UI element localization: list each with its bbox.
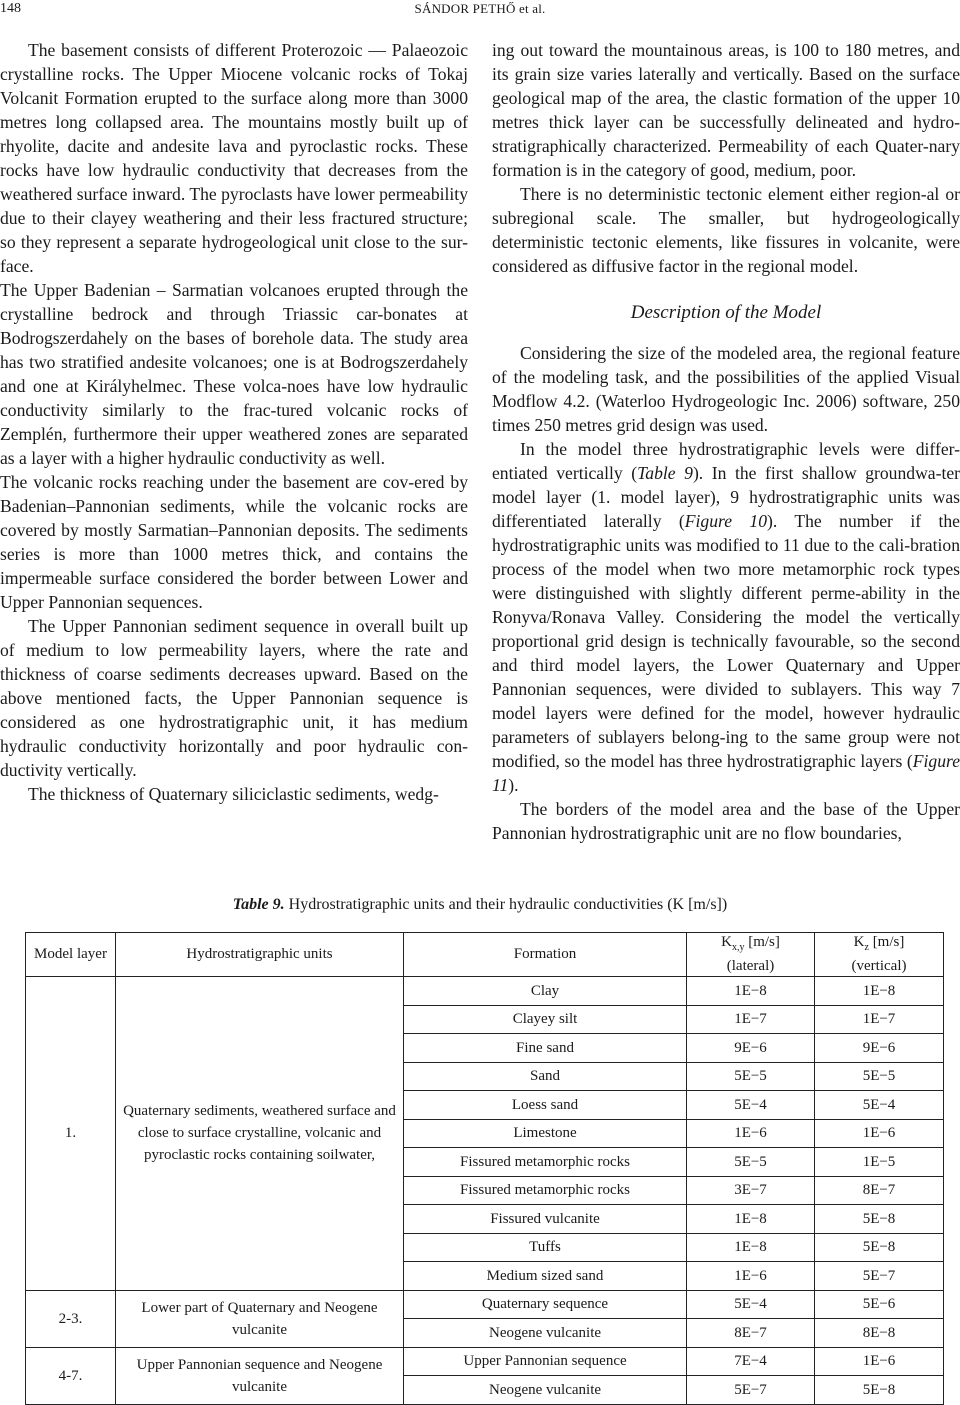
kz-cell: 5E−8	[815, 1233, 944, 1262]
figure-ref[interactable]: Figure 10	[684, 511, 768, 531]
kz-cell: 5E−7	[815, 1262, 944, 1291]
kxy-cell: 5E−5	[687, 1062, 815, 1091]
paragraph: The volcanic rocks reaching under the basement are cov-ered by Badenian–Pannonian sediments, while the volcanic rocks are covered by mostly Sarmatian–Pannonian deposits. The sediments series is more than 1000 metres thick, and contains the impermeable surface considered the border between Lower and Upper Pannonian sequences.	[0, 472, 468, 612]
table-ref[interactable]: Table 9	[637, 463, 693, 483]
model-layer-cell: 1.	[26, 977, 116, 1291]
formation-cell: Sand	[404, 1062, 687, 1091]
kxy-cell: 7E−4	[687, 1347, 815, 1376]
kz-cell: 5E−8	[815, 1376, 944, 1405]
kz-cell: 1E−8	[815, 977, 944, 1006]
kxy-cell: 9E−6	[687, 1034, 815, 1063]
formation-cell: Loess sand	[404, 1091, 687, 1120]
figure-ref[interactable]: Figure 11	[492, 751, 960, 795]
paragraph: In the model three hydrostratigraphic levels were differ-entiated vertically (Table 9). In the first shallow groundwa-ter model layer (1. model layer), 9 hydrostratigraphic units was differentiated laterally (Figure 10). The number if the hydrostratigraphic units was modified to 11 due to the cali-bration process of the model when two more metamorphic rock types were distinguished with slightly different perme-ability in the Ronyva/Ronava Valley. Considering the model the vertically proportional grid design is technically favourable, so the second and third model layers, the Lower Quaternary and Upper Pannonian sequences, were divided to sublayers. This way 7 model layers were defined for the model, however hydraulic parameters of sublayers belong-ing to the same group were not modified, so the model has three hydrostratigraphic layers (Figure 11).	[492, 439, 960, 795]
kxy-cell: 5E−5	[687, 1148, 815, 1177]
kz-cell: 5E−6	[815, 1290, 944, 1319]
model-layer-cell: 4-7.	[26, 1347, 116, 1404]
kxy-cell: 1E−8	[687, 1233, 815, 1262]
units-cell: Quaternary sediments, weathered surface and close to surface crystalline, volcanic and pyroclastic rocks containing soilwater,	[116, 977, 404, 1291]
header-formation: Formation	[404, 933, 687, 977]
header-kxy: $K_{x,y}$ [m/s] (lateral)	[687, 933, 815, 977]
table-header-row	[26, 933, 944, 977]
kz-cell: 9E−6	[815, 1034, 944, 1063]
formation-cell: Fissured vulcanite	[404, 1205, 687, 1234]
table-row	[26, 1347, 944, 1376]
formation-cell: Clay	[404, 977, 687, 1006]
paragraph: The Upper Badenian – Sarmatian volcanoes erupted through the crystalline bedrock and through Triassic car-bonates at Bodrogszerdahely on the bases of borehole data. The study area has two stratified andesite volcanoes; one is at Bodrogszerdahely and one at Királyhelmec. These volca-noes have low hydraulic conductivity similarly to the frac-tured volcanic rocks of Zemplén, furthermore their upper weathered zones are separated as a layer with a higher hydraulic conductivity as well.	[0, 280, 468, 468]
kz-cell: 1E−5	[815, 1148, 944, 1177]
formation-cell: Limestone	[404, 1119, 687, 1148]
header-units: Hydrostratigraphic units	[116, 933, 404, 977]
paragraph: The basement consists of different Proterozoic — Palaeozoic crystalline rocks. The Upper Miocene volcanic rocks of Tokaj Volcanit Formation erupted to the surface along more than 3000 metres long collapsed area. The mountains mostly built up of rhyolite, dacite and andesite lava and pyroclastic rocks. These rocks have low hydraulic conductivity that decreases from the weathered surface inward. The pyroclasts have lower permeability due to their clayey weathering and their less fractured structure; so they represent a separate hydrogeological unit close to the sur-face.	[0, 40, 468, 276]
table-row	[26, 1290, 944, 1319]
paragraph: Considering the size of the modeled area, the regional feature of the modeling task, and the possibilities of the applied Visual Modflow 4.2. (Waterloo Hydrogeologic Inc. 2006) software, 250 times 250 metres grid design was used.	[492, 343, 960, 435]
formation-cell: Quaternary sequence	[404, 1290, 687, 1319]
kz-cell: 8E−8	[815, 1319, 944, 1348]
kz-cell: 1E−6	[815, 1119, 944, 1148]
kxy-cell: 1E−6	[687, 1119, 815, 1148]
formation-cell: Fine sand	[404, 1034, 687, 1063]
kz-cell: 1E−6	[815, 1347, 944, 1376]
model-layer-cell: 2-3.	[26, 1290, 116, 1347]
running-header-authors: SÁNDOR PETHŐ et al.	[414, 1, 546, 16]
hydro-table	[25, 932, 944, 1405]
kxy-cell: 1E−8	[687, 1205, 815, 1234]
header-model-layer: Model layer	[26, 933, 116, 977]
table-caption: Table 9. Hydrostratigraphic units and their hydraulic conductivities (K [m/s])	[232, 896, 728, 913]
kxy-cell: 1E−8	[687, 977, 815, 1006]
right-column	[492, 38, 960, 845]
table-row	[26, 977, 944, 1006]
paragraph: The thickness of Quaternary siliciclastic sediments, wedg-	[28, 784, 439, 804]
section-title: Description of the Model	[630, 302, 822, 323]
kxy-cell: 1E−7	[687, 1005, 815, 1034]
page-number: 148	[0, 1, 21, 16]
kz-cell: 5E−5	[815, 1062, 944, 1091]
kz-cell: 8E−7	[815, 1176, 944, 1205]
kxy-cell: 8E−7	[687, 1319, 815, 1348]
kxy-cell: 3E−7	[687, 1176, 815, 1205]
header-kz: $K_z$ [m/s] (vertical)	[815, 933, 944, 977]
formation-cell: Upper Pannonian sequence	[404, 1347, 687, 1376]
formation-cell: Clayey silt	[404, 1005, 687, 1034]
kz-cell: 1E−7	[815, 1005, 944, 1034]
kz-cell: 5E−4	[815, 1091, 944, 1120]
kz-cell: 5E−8	[815, 1205, 944, 1234]
paragraph: The Upper Pannonian sediment sequence in overall built up of medium to low permeability layers, where the rate and thickness of coarse sediments decreases upward. Based on the above mentioned facts, the Upper Pannonian sequence is considered as one hydrostratigraphic unit, it has medium hydraulic conductivity horizontally and poor hydraulic con-ductivity vertically.	[0, 616, 468, 780]
paragraph: There is no deterministic tectonic element either region-al or subregional scale. The smaller, but hydrogeologically deterministic tectonic elements, like fissures in volcanite, were considered as diffusive factor in the regional model.	[492, 184, 960, 276]
units-cell: Upper Pannonian sequence and Neogene vulcanite	[116, 1347, 404, 1404]
formation-cell: Neogene vulcanite	[404, 1376, 687, 1405]
left-column	[0, 38, 468, 806]
formation-cell: Medium sized sand	[404, 1262, 687, 1291]
kxy-cell: 5E−7	[687, 1376, 815, 1405]
kxy-cell: 1E−6	[687, 1262, 815, 1291]
kxy-cell: 5E−4	[687, 1290, 815, 1319]
formation-cell: Fissured metamorphic rocks	[404, 1176, 687, 1205]
units-cell: Lower part of Quaternary and Neogene vulcanite	[116, 1290, 404, 1347]
formation-cell: Fissured metamorphic rocks	[404, 1148, 687, 1177]
kxy-cell: 5E−4	[687, 1091, 815, 1120]
formation-cell: Tuffs	[404, 1233, 687, 1262]
formation-cell: Neogene vulcanite	[404, 1319, 687, 1348]
paragraph: ing out toward the mountainous areas, is 100 to 180 metres, and its grain size varies laterally and vertically. Based on the surface geological map of the area, the clastic formation of the upper 10 metres thick layer can be successfully delineated and hydro-stratigraphically characterized. Permeability of each Quater-nary formation is in the category of good, medium, poor.	[492, 40, 960, 180]
paragraph: The borders of the model area and the base of the Upper Pannonian hydrostratigraphic unit are no flow boundaries,	[492, 799, 960, 843]
